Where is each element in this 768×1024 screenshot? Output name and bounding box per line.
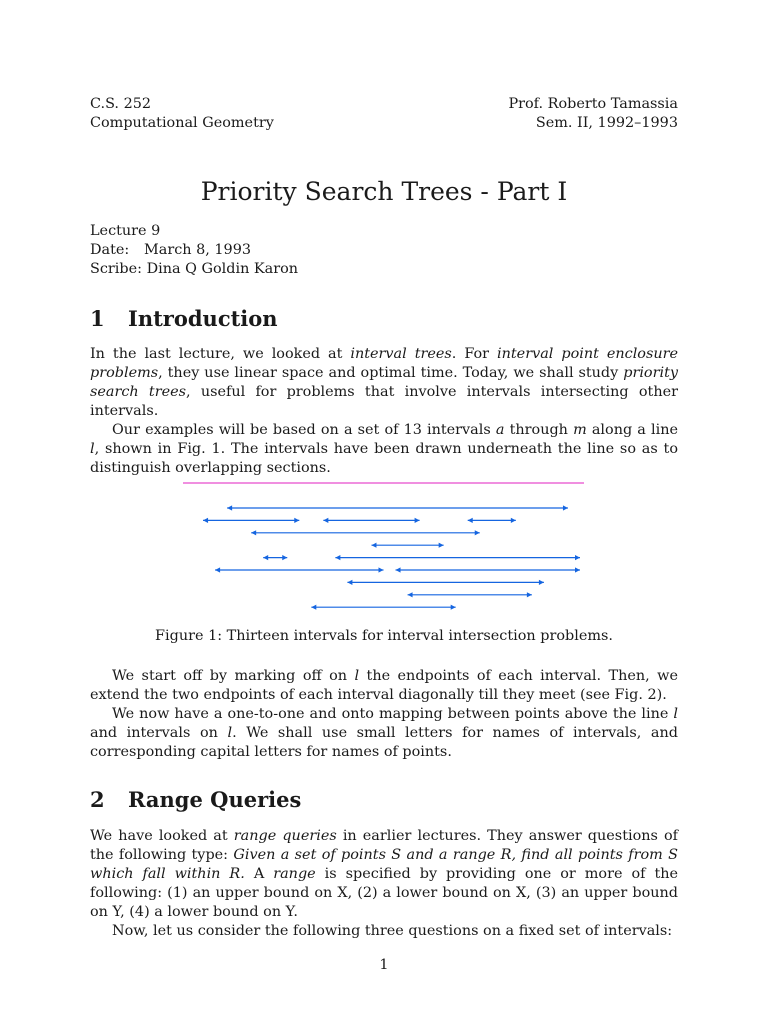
- arrowhead: [215, 567, 220, 572]
- arrowhead: [396, 567, 401, 572]
- scribe-label: Scribe:: [90, 261, 142, 277]
- arrowhead: [511, 518, 516, 523]
- arrowhead: [415, 518, 420, 523]
- course-title: Computational Geometry: [90, 115, 274, 131]
- arrowhead: [203, 518, 208, 523]
- interval-9: [215, 567, 383, 572]
- section-number: 2: [90, 787, 105, 812]
- interval-8: [335, 555, 580, 560]
- arrowhead: [475, 530, 480, 535]
- interval-12: [408, 592, 532, 597]
- course-number: C.S. 252: [90, 96, 152, 112]
- section-title: Range Queries: [128, 787, 302, 812]
- arrowhead: [575, 555, 580, 560]
- arrowhead: [323, 518, 328, 523]
- interval-figure: [0, 472, 768, 622]
- intro-paragraph-1: In the last lecture, we looked at interval trees. For interval point enclosure problems, they use linear space and optimal time. Today, we shall study priority search trees, useful for problems that involve intervals intersecting other intervals.: [90, 346, 679, 419]
- arrowhead: [311, 605, 316, 610]
- range-paragraph-2: Now, let us consider the following three questions on a fixed set of intervals:: [112, 923, 673, 939]
- arrowhead: [408, 592, 413, 597]
- arrowhead: [282, 555, 287, 560]
- arrowhead: [263, 555, 268, 560]
- intro-paragraphs-continued: [90, 667, 678, 762]
- date-label: Date:: [90, 242, 130, 258]
- section-heading-range-queries: [90, 786, 301, 814]
- interval-2: [203, 518, 299, 523]
- header-left: [90, 95, 274, 133]
- lecture-meta: [90, 222, 298, 279]
- interval-7: [263, 555, 287, 560]
- interval-10: [396, 567, 580, 572]
- range-query-paragraphs: [90, 827, 678, 941]
- date-value: March 8, 1993: [144, 242, 252, 258]
- intro-paragraph-4: We now have a one-to-one and onto mapping between points above the line l and intervals on l. We shall use small letters for names of intervals, and corresponding capital letters for names of points.: [90, 706, 678, 760]
- interval-3: [323, 518, 419, 523]
- interval-6: [371, 543, 443, 548]
- interval-4: [468, 518, 516, 523]
- arrowhead: [227, 505, 232, 510]
- arrowhead: [347, 580, 352, 585]
- range-paragraph-1: We have looked at range queries in earlier lectures. They answer questions of the following type: Given a set of points S and a range R, find all points from S which fall within R. A range is specified by providing one or more of the following: (1) an upper bound on X, (2) a lower bound on X, (3) an upper bound on Y, (4) a lower bound on Y.: [90, 828, 679, 920]
- scribe-value: Dina Q Goldin Karon: [146, 261, 299, 277]
- section-heading-introduction: [90, 305, 278, 333]
- professor-name: Prof. Roberto Tamassia: [508, 96, 678, 112]
- arrowhead: [335, 555, 340, 560]
- interval-5: [251, 530, 480, 535]
- arrowhead: [539, 580, 544, 585]
- header-right: [508, 95, 678, 133]
- page-number: 1: [379, 957, 389, 973]
- arrowhead: [371, 543, 376, 548]
- intro-paragraph-3: We start off by marking off on l the endpoints of each interval. Then, we extend the two endpoints of each interval diagonally till they meet (see Fig. 2).: [90, 668, 678, 703]
- arrowhead: [379, 567, 384, 572]
- arrowhead: [294, 518, 299, 523]
- figure-caption: Figure 1: Thirteen intervals for interval intersection problems.: [155, 628, 613, 644]
- lecture-number: Lecture 9: [90, 223, 161, 239]
- lecture-scribe: [90, 260, 298, 279]
- arrowhead: [251, 530, 256, 535]
- interval-11: [347, 580, 543, 585]
- intro-paragraphs: [90, 345, 678, 478]
- semester: Sem. II, 1992–1993: [535, 115, 678, 131]
- arrowhead: [439, 543, 444, 548]
- lecture-date: [90, 241, 298, 260]
- page-title: Priority Search Trees - Part I: [200, 177, 568, 206]
- section-title: Introduction: [128, 306, 278, 331]
- arrowhead: [451, 605, 456, 610]
- interval-1: [227, 505, 568, 510]
- arrowhead: [527, 592, 532, 597]
- section-number: 1: [90, 306, 105, 331]
- arrowhead: [575, 567, 580, 572]
- interval-13: [311, 605, 455, 610]
- intro-paragraph-2: Our examples will be based on a set of 13 intervals a through m along a line l, shown in Fig. 1. The intervals have been drawn underneath the line so as to distinguish overlapping sections.: [90, 422, 678, 476]
- arrowhead: [468, 518, 473, 523]
- arrowhead: [563, 505, 568, 510]
